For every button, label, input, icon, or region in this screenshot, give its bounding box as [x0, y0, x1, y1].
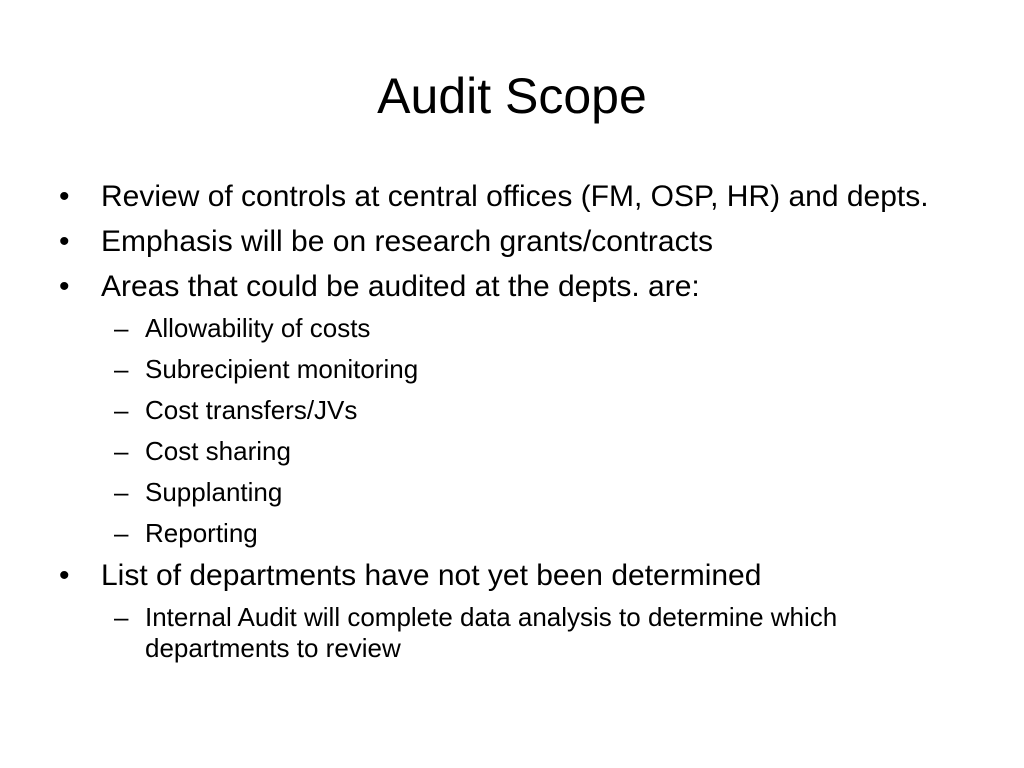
bullet-text: Emphasis will be on research grants/contracts: [101, 225, 713, 258]
sub-bullet-text: Internal Audit will complete data analysis to determine which departments to review: [145, 602, 838, 663]
sub-bullet-text: Reporting: [145, 518, 258, 548]
sub-bullet-text: Supplanting: [145, 477, 283, 507]
bullet-item: [56, 225, 976, 259]
sub-bullet-item: [101, 602, 976, 664]
bullet-text: Review of controls at central offices (FM, OSP, HR) and depts.: [101, 180, 929, 213]
dash-icon: –: [114, 518, 129, 548]
dash-icon: –: [114, 436, 129, 466]
dash-icon: –: [114, 477, 129, 507]
bullet-text: Areas that could be audited at the depts. are:: [101, 270, 700, 303]
dash-icon: –: [114, 602, 129, 632]
sub-bullet-text: Cost sharing: [145, 436, 291, 466]
bullet-icon: •: [59, 225, 70, 258]
dash-icon: –: [114, 354, 129, 384]
sub-bullet-item: [101, 354, 976, 385]
bullet-item: [56, 559, 976, 593]
sub-bullet-item: [101, 313, 976, 344]
sub-bullet-text: Subrecipient monitoring: [145, 354, 419, 384]
sub-bullet-item: [101, 477, 976, 508]
dash-icon: –: [114, 313, 129, 343]
sub-bullet-text: Cost transfers/JVs: [145, 395, 358, 425]
bullet-icon: •: [59, 180, 70, 213]
bullet-list: [56, 180, 976, 674]
sub-bullet-list: [56, 602, 976, 664]
sub-bullet-item: [101, 395, 976, 426]
sub-bullet-item: [101, 518, 976, 549]
bullet-icon: •: [59, 270, 70, 303]
bullet-text: List of departments have not yet been determined: [101, 559, 762, 592]
bullet-item: [56, 180, 976, 214]
sub-bullet-text: Allowability of costs: [145, 313, 371, 343]
sub-bullet-list: [56, 313, 976, 549]
bullet-item: [56, 270, 976, 304]
slide-title: Audit Scope: [377, 68, 647, 124]
sub-bullet-item: [101, 436, 976, 467]
bullet-icon: •: [59, 559, 70, 592]
dash-icon: –: [114, 395, 129, 425]
